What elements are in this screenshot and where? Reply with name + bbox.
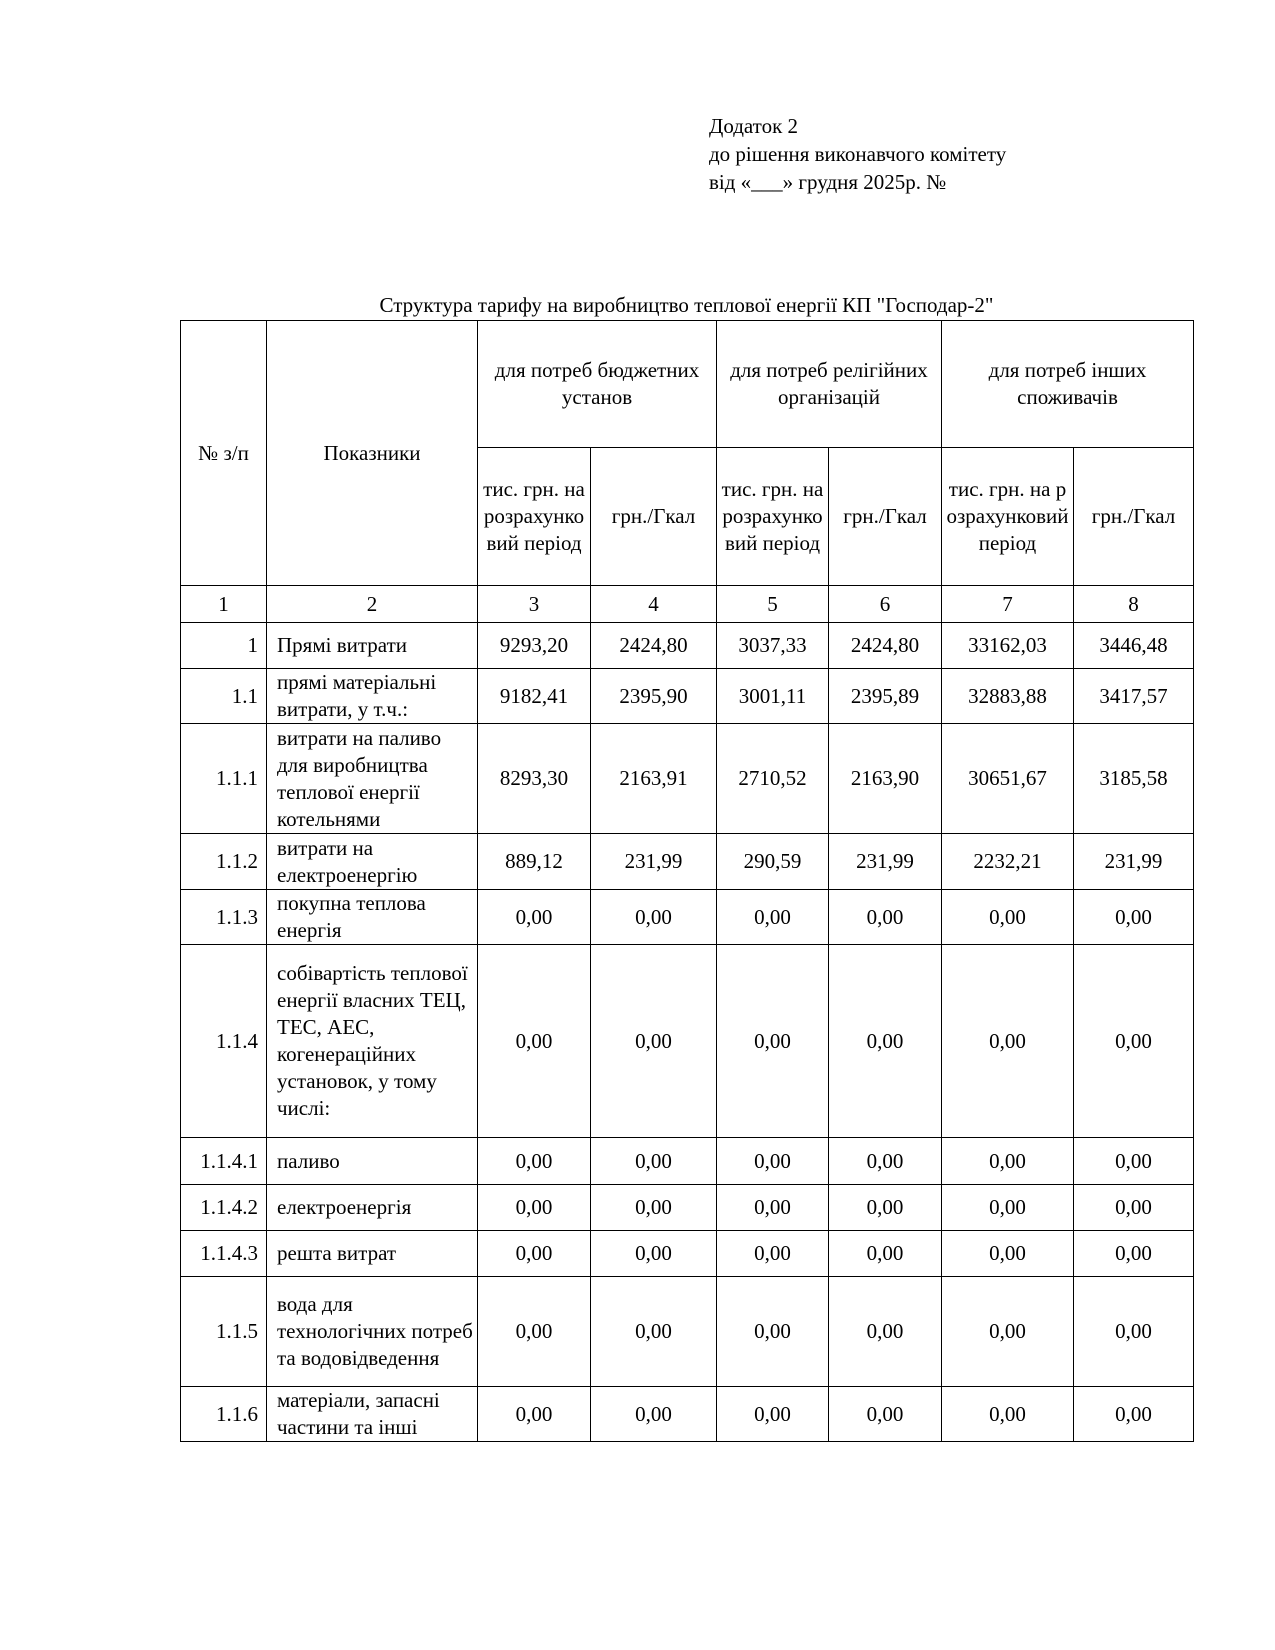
- row-value: 2232,21: [942, 834, 1074, 890]
- row-value: 0,00: [1074, 1138, 1194, 1185]
- table-row: [181, 724, 1194, 834]
- row-value: 2163,90: [829, 724, 942, 834]
- row-value: 0,00: [942, 1185, 1074, 1231]
- row-value: 0,00: [942, 1138, 1074, 1185]
- row-value: 0,00: [1074, 1185, 1194, 1231]
- table-row: [181, 1231, 1194, 1277]
- row-value: 0,00: [829, 1231, 942, 1277]
- row-number: 1.1.4.2: [181, 1185, 267, 1231]
- row-value: 0,00: [717, 1185, 829, 1231]
- row-value: 290,59: [717, 834, 829, 890]
- row-value: 0,00: [717, 1231, 829, 1277]
- subheader: грн./Гкал: [591, 448, 717, 586]
- row-value: 0,00: [591, 1138, 717, 1185]
- row-value: 2424,80: [829, 623, 942, 669]
- table-row: [181, 1387, 1194, 1442]
- row-value: 3185,58: [1074, 724, 1194, 834]
- row-number: 1.1.4: [181, 945, 267, 1138]
- row-value: 0,00: [591, 1231, 717, 1277]
- subheader: грн./Гкал: [829, 448, 942, 586]
- col-number: 4: [591, 586, 717, 623]
- row-value: 0,00: [942, 1277, 1074, 1387]
- row-value: 0,00: [591, 1277, 717, 1387]
- row-value: 0,00: [591, 1185, 717, 1231]
- row-value: 0,00: [591, 945, 717, 1138]
- row-value: 0,00: [829, 1277, 942, 1387]
- row-value: 30651,67: [942, 724, 1074, 834]
- row-number: 1.1.2: [181, 834, 267, 890]
- row-value: 0,00: [591, 890, 717, 945]
- row-value: 2710,52: [717, 724, 829, 834]
- row-value: 0,00: [478, 945, 591, 1138]
- col-number: 2: [267, 586, 478, 623]
- row-value: 0,00: [829, 890, 942, 945]
- row-value: 0,00: [478, 1231, 591, 1277]
- table-row: [181, 1277, 1194, 1387]
- row-value: 0,00: [478, 890, 591, 945]
- row-number: 1: [181, 623, 267, 669]
- row-value: 3417,57: [1074, 669, 1194, 724]
- row-value: 231,99: [591, 834, 717, 890]
- row-indicator: собівартість теплової енергії власних ТЕЦ, ТЕС, АЕС, когенераційних установок, у тому числі:: [267, 945, 478, 1138]
- column-number-row: [181, 586, 1194, 623]
- row-number: 1.1.4.3: [181, 1231, 267, 1277]
- subheader: тис. грн. на розрахунковий період: [942, 448, 1074, 586]
- decision-date: від «___» грудня 2025р. №: [709, 170, 947, 194]
- row-value: 231,99: [829, 834, 942, 890]
- row-value: 3037,33: [717, 623, 829, 669]
- row-value: 32883,88: [942, 669, 1074, 724]
- row-value: 9182,41: [478, 669, 591, 724]
- row-value: 9293,20: [478, 623, 591, 669]
- row-indicator: решта витрат: [267, 1231, 478, 1277]
- table-row: [181, 945, 1194, 1138]
- row-indicator: вода для технологічних потреб та водовідведення: [267, 1277, 478, 1387]
- row-number: 1.1.3: [181, 890, 267, 945]
- row-value: 33162,03: [942, 623, 1074, 669]
- row-indicator: паливо: [267, 1138, 478, 1185]
- row-value: 0,00: [717, 1138, 829, 1185]
- table-row: [181, 1138, 1194, 1185]
- row-value: 0,00: [1074, 1231, 1194, 1277]
- row-value: 0,00: [717, 1387, 829, 1442]
- col-number: 7: [942, 586, 1074, 623]
- row-value: 0,00: [942, 1231, 1074, 1277]
- row-value: 0,00: [478, 1277, 591, 1387]
- row-value: 0,00: [591, 1387, 717, 1442]
- row-value: 0,00: [829, 1138, 942, 1185]
- row-value: 0,00: [1074, 945, 1194, 1138]
- row-value: 3001,11: [717, 669, 829, 724]
- row-value: 0,00: [942, 945, 1074, 1138]
- row-value: 2395,89: [829, 669, 942, 724]
- row-indicator: Прямі витрати: [267, 623, 478, 669]
- table-row: [181, 623, 1194, 669]
- row-value: 0,00: [942, 1387, 1074, 1442]
- row-indicator: витрати на паливо для виробництва теплової енергії котельнями: [267, 724, 478, 834]
- row-value: 3446,48: [1074, 623, 1194, 669]
- row-number: 1.1: [181, 669, 267, 724]
- row-value: 0,00: [829, 1387, 942, 1442]
- row-value: 2395,90: [591, 669, 717, 724]
- row-value: 8293,30: [478, 724, 591, 834]
- table-row: [181, 1185, 1194, 1231]
- table-row: [181, 669, 1194, 724]
- col-number: 1: [181, 586, 267, 623]
- row-value: 889,12: [478, 834, 591, 890]
- table-row: [181, 890, 1194, 945]
- header-group-religious: для потреб релігійних організацій: [717, 321, 942, 448]
- row-value: 0,00: [717, 945, 829, 1138]
- col-number: 8: [1074, 586, 1194, 623]
- subheader: тис. грн. на розрахунковий період: [717, 448, 829, 586]
- subheader: тис. грн. на розрахунковий період: [478, 448, 591, 586]
- row-value: 0,00: [829, 945, 942, 1138]
- row-value: 0,00: [717, 1277, 829, 1387]
- appendix-label: Додаток 2: [709, 114, 799, 138]
- row-value: 0,00: [1074, 1277, 1194, 1387]
- col-number: 5: [717, 586, 829, 623]
- row-value: 0,00: [942, 890, 1074, 945]
- tariff-structure-table: [180, 320, 1194, 1442]
- row-number: 1.1.5: [181, 1277, 267, 1387]
- row-value: 231,99: [1074, 834, 1194, 890]
- row-indicator: покупна теплова енергія: [267, 890, 478, 945]
- row-indicator: прямі матеріальні витрати, у т.ч.:: [267, 669, 478, 724]
- row-indicator: витрати на електроенергію: [267, 834, 478, 890]
- header-group-budget: для потреб бюджетних установ: [478, 321, 717, 448]
- row-value: 0,00: [829, 1185, 942, 1231]
- col-number: 3: [478, 586, 591, 623]
- row-value: 0,00: [478, 1387, 591, 1442]
- row-indicator: електроенергія: [267, 1185, 478, 1231]
- header-group-other: для потреб інших споживачів: [942, 321, 1194, 448]
- row-value: 2163,91: [591, 724, 717, 834]
- row-number: 1.1.4.1: [181, 1138, 267, 1185]
- row-indicator: матеріали, запасні частини та інші: [267, 1387, 478, 1442]
- table-title: Структура тарифу на виробництво теплової енергії КП "Господар-2": [379, 293, 994, 317]
- header-number: № з/п: [181, 321, 267, 586]
- header-indicators: Показники: [267, 321, 478, 586]
- row-value: 2424,80: [591, 623, 717, 669]
- row-number: 1.1.6: [181, 1387, 267, 1442]
- row-value: 0,00: [478, 1185, 591, 1231]
- row-value: 0,00: [478, 1138, 591, 1185]
- document-header: [709, 112, 1006, 196]
- row-value: 0,00: [717, 890, 829, 945]
- decision-reference: до рішення виконавчого комітету: [709, 142, 1007, 166]
- row-value: 0,00: [1074, 890, 1194, 945]
- col-number: 6: [829, 586, 942, 623]
- table-row: [181, 834, 1194, 890]
- row-number: 1.1.1: [181, 724, 267, 834]
- row-value: 0,00: [1074, 1387, 1194, 1442]
- subheader: грн./Гкал: [1074, 448, 1194, 586]
